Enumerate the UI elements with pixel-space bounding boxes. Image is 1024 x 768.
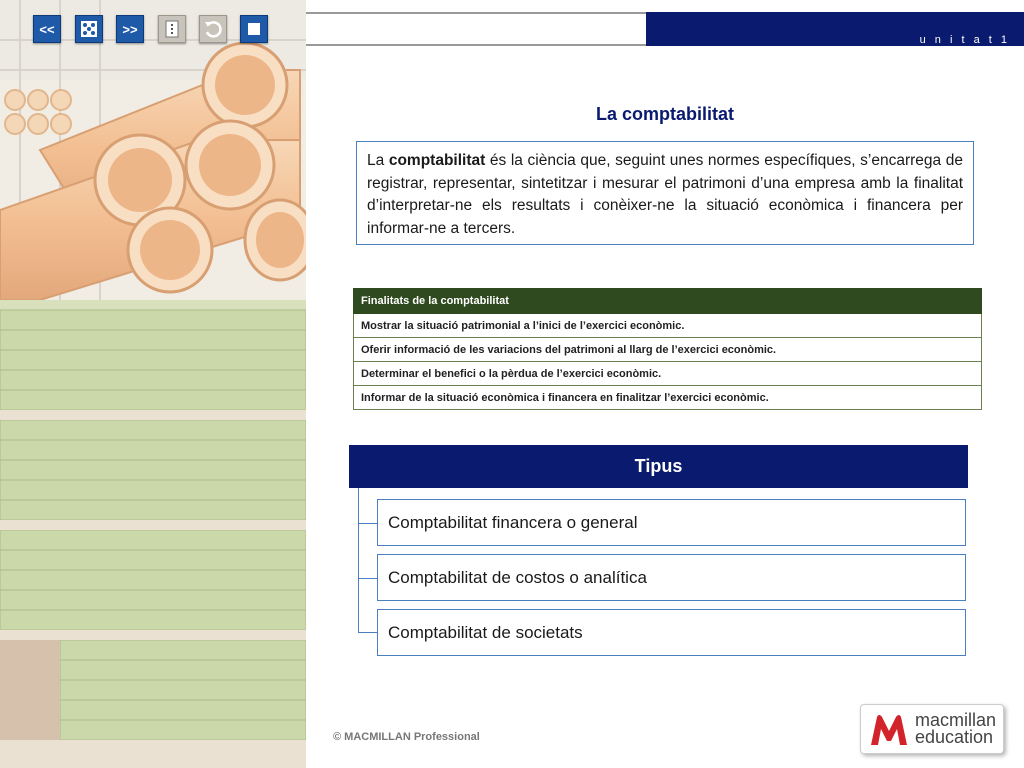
logo-line-2: education — [915, 727, 994, 747]
definition-text: és la ciència que, seguint unes normes específiques, s’encarrega de registrar, representar, sintetitzar i mesurar el patrimoni d’una empresa amb la finalitat d’interpretar-ne els resultats i conèixer-ne la situació econòmica i financera per informar-ne a tercers. — [367, 152, 963, 237]
menu-button[interactable] — [75, 15, 103, 43]
stop-button[interactable] — [240, 15, 268, 43]
type-item-financial: Comptabilitat financera o general — [377, 499, 966, 546]
back-button[interactable]: << — [33, 15, 61, 43]
table-row — [354, 338, 982, 362]
types-header: Tipus — [349, 445, 968, 488]
connector-branch — [358, 578, 378, 579]
list-icon — [165, 20, 179, 38]
type-item-companies: Comptabilitat de societats — [377, 609, 966, 656]
type-item-cost: Comptabilitat de costos o analítica — [377, 554, 966, 601]
table-row — [354, 362, 982, 386]
connector-branch — [358, 523, 378, 524]
definition-term: comptabilitat — [388, 152, 486, 169]
table-header: Finalitats de la comptabilitat — [354, 289, 982, 314]
table-cell: Determinar el benefici o la pèrdua de l’exercici econòmic. — [354, 362, 982, 386]
logo-text — [915, 712, 996, 746]
background-photo — [0, 0, 306, 768]
logo-line-1: macmillan — [915, 710, 997, 730]
aims-table — [353, 288, 982, 410]
table-row — [354, 314, 982, 338]
copyright-text: © MACMILLAN Professional — [333, 731, 480, 743]
index-button[interactable] — [158, 15, 186, 43]
header-bar-right — [646, 12, 1024, 46]
dice-grid-icon — [81, 21, 97, 37]
forward-button[interactable]: >> — [116, 15, 144, 43]
undo-button[interactable] — [199, 15, 227, 43]
pipes-and-lumber-illustration — [0, 0, 306, 768]
unit-label: u n i t a t 1 — [919, 34, 1010, 46]
stop-square-icon — [247, 22, 261, 36]
connector-branch — [358, 632, 378, 633]
table-cell: Oferir informació de les variacions del patrimoni al llarg de l’exercici econòmic. — [354, 338, 982, 362]
definition-lead: La — [367, 152, 389, 169]
macmillan-logo — [860, 704, 1004, 754]
macmillan-m-icon — [869, 711, 909, 747]
table-row — [354, 386, 982, 410]
header-bar-left — [306, 12, 646, 46]
definition-box — [356, 141, 974, 245]
undo-arrow-icon — [203, 19, 223, 39]
page-title: La comptabilitat — [595, 104, 734, 124]
table-cell: Mostrar la situació patrimonial a l’inici de l’exercici econòmic. — [354, 314, 982, 338]
types-connector-line — [358, 488, 379, 633]
table-cell: Informar de la situació econòmica i financera en finalitzar l’exercici econòmic. — [354, 386, 982, 410]
